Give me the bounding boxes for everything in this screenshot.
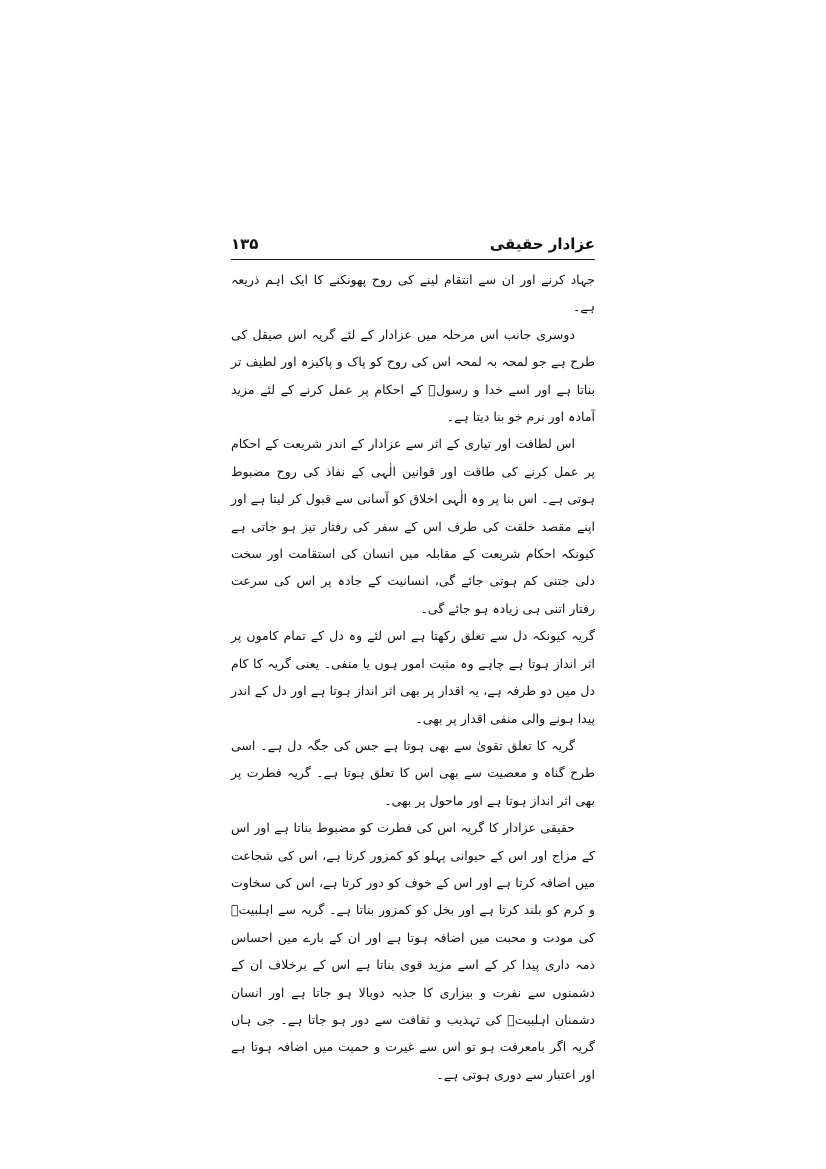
page-number: ۱۳۵ [231,235,259,253]
body-text [231,266,595,1088]
paragraph: دوسری جانب اس مرحلہ میں عزادار کے لئے گریہ اس صیقل کی طرح ہے جو لمحہ بہ لمحہ اس کی روح کو پاک و پاکیزہ اور لطیف تر بناتا ہے اور اسے خدا و رسولؐ کے احکام پر عمل کرنے کے لئے مزید آمادہ اور نرم خو بنا دیتا ہے۔ [231,326,595,425]
paragraph: حقیقی عزادار کا گریہ اس کی فطرت کو مضبوط بناتا ہے اور اس کے مزاج اور اس کے حیوانی پہلو کو کمزور کرتا ہے، اس کی شجاعت میں اضافہ کرتا ہے اور اس کے خوف کو دور کرتا ہے، اس کی سخاوت و کرم کو بلند کرتا ہے اور بخل کو کمزور بناتا ہے۔ گریہ سے اہلبیتؑ کی مودت و محبت میں اضافہ ہوتا ہے اور ان کے بارے میں احساس ذمہ داری پیدا کر کے اسے مزید قوی بناتا ہے اس کے برخلاف ان کے دشمنوں سے نفرت و بیزاری کا جذبہ دوبالا ہو جاتا ہے اور انسان دشمنان اہلبیتؑ کی تہذیب و ثقافت سے دور ہو جاتا ہے۔ جی ہاں گریہ اگر بامعرفت ہو تو اس سے غیرت و حمیت میں اضافہ ہوتا ہے اور اعتبار سے دوری ہوتی ہے۔ [231,820,595,1082]
running-title: عزادار حقیقی [489,235,595,253]
page-header [231,233,595,259]
paragraph: گریہ کا تعلق تقویٰ سے بھی ہوتا ہے جس کی جگہ دل ہے۔ اسی طرح گناہ و معصیت سے بھی اس کا تعلق ہوتا ہے۔ گریہ فطرت پر بھی اثر انداز ہوتا ہے اور ماحول پر بھی۔ [231,737,595,808]
paragraph: جہاد کرنے اور ان سے انتقام لینے کی روح پھونکنے کا ایک اہم ذریعہ ہے۔ [231,272,595,315]
paragraph: گریہ کیونکہ دل سے تعلق رکھتا ہے اس لئے وہ دل کے تمام کاموں پر اثر انداز ہوتا ہے چاہے وہ مثبت امور ہوں یا منفی۔ یعنی گریہ کا کام دل میں دو طرفہ ہے، یہ اقدار پر بھی اثر انداز ہوتا ہے اور دل کے اندر پیدا ہونے والی منفی اقدار پر بھی۔ [231,628,595,726]
paragraph: اس لطافت اور تیاری کے اثر سے عزادار کے اندر شریعت کے احکام پر عمل کرنے کی طاقت اور قوانین الٰہی کے نفاذ کی روح مضبوط ہوتی ہے۔ اس بنا پر وہ الٰہی اخلاق کو آسانی سے قبول کر لیتا ہے اور اپنے مقصد خلقت کی طرف اس کے سفر کی رفتار تیز ہو جاتی ہے کیونکہ احکام شریعت کے مقابلہ میں انسان کی استقامت اور سخت دلی جتنی کم ہوتی جائے گی، انسانیت کے جادہ پر اس کی سرعت رفتار اتنی ہی زیادہ ہو جائے گی۔ [231,436,595,616]
header-divider [231,259,595,260]
